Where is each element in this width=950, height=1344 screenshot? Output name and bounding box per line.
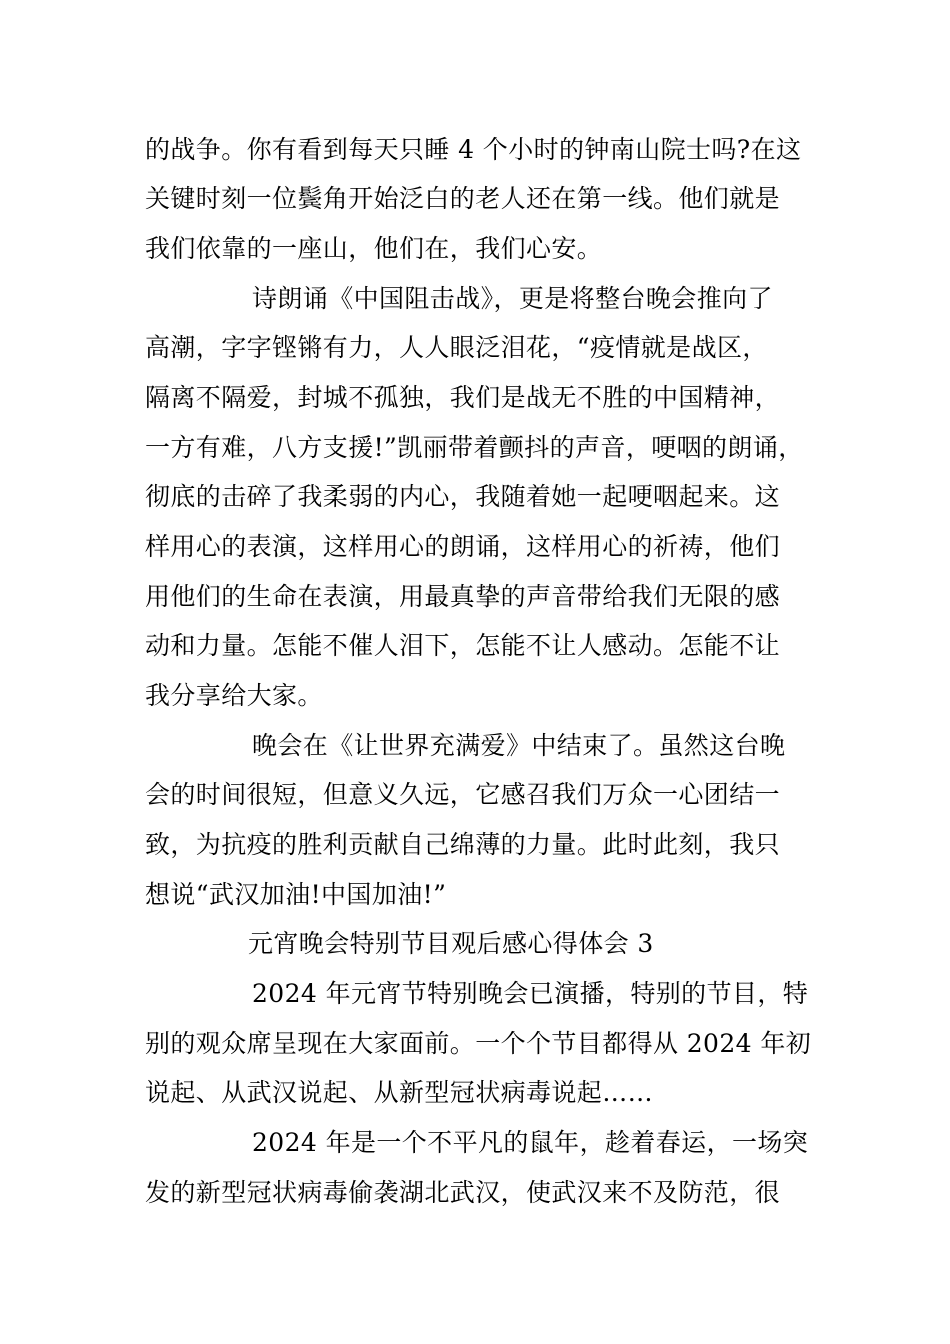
text-line: 用他们的生命在表演，用最真挚的声音带给我们无限的感 [145,582,781,611]
text-line: 会的时间很短，但意义久远，它感召我们万众一心团结一 [145,780,781,809]
text-line: 想说“武汉加油!中国加油!” [145,880,447,909]
text-line: 的战争。你有看到每天只睡 4 个小时的钟南山院士吗?在这 [145,135,802,164]
paragraph-first-line: 晚会在《让世界充满爱》中结束了。虽然这台晚 [252,731,786,760]
text-line: 说起、从武汉说起、从新型冠状病毒说起…… [145,1078,654,1107]
text-line: 动和力量。怎能不催人泪下，怎能不让人感动。怎能不让 [145,631,781,660]
text-line: 一方有难，八方支援!”凯丽带着颤抖的声音，哽咽的朗诵， [145,433,804,462]
text-line: 别的观众席呈现在大家面前。一个个节目都得从 2024 年初 [145,1029,812,1058]
text-line: 致，为抗疫的胜利贡献自己绵薄的力量。此时此刻，我只 [145,830,781,859]
section-heading: 元宵晚会特别节目观后感心得体会 3 [248,929,654,958]
text-line: 关键时刻一位鬓角开始泛白的老人还在第一线。他们就是 [145,184,781,213]
paragraph-first-line: 2024 年是一个不平凡的鼠年，趁着春运，一场突 [252,1128,809,1157]
text-line: 我分享给大家。 [145,681,323,710]
text-line: 高潮，字字铿锵有力，人人眼泛泪花，“疫情就是战区， [145,333,768,362]
paragraph-first-line: 2024 年元宵节特别晚会已演播，特别的节目，特 [252,979,809,1008]
text-line: 彻底的击碎了我柔弱的内心，我随着她一起哽咽起来。这 [145,482,781,511]
text-line: 我们依靠的一座山，他们在，我们心安。 [145,234,603,263]
paragraph-first-line: 诗朗诵《中国阻击战》，更是将整台晚会推向了 [252,284,773,313]
text-line: 发的新型冠状病毒偷袭湖北武汉，使武汉来不及防范，很 [145,1178,781,1207]
text-line: 样用心的表演，这样用心的朗诵，这样用心的祈祷，他们 [145,532,781,561]
text-line: 隔离不隔爱，封城不孤独，我们是战无不胜的中国精神， [145,383,781,412]
